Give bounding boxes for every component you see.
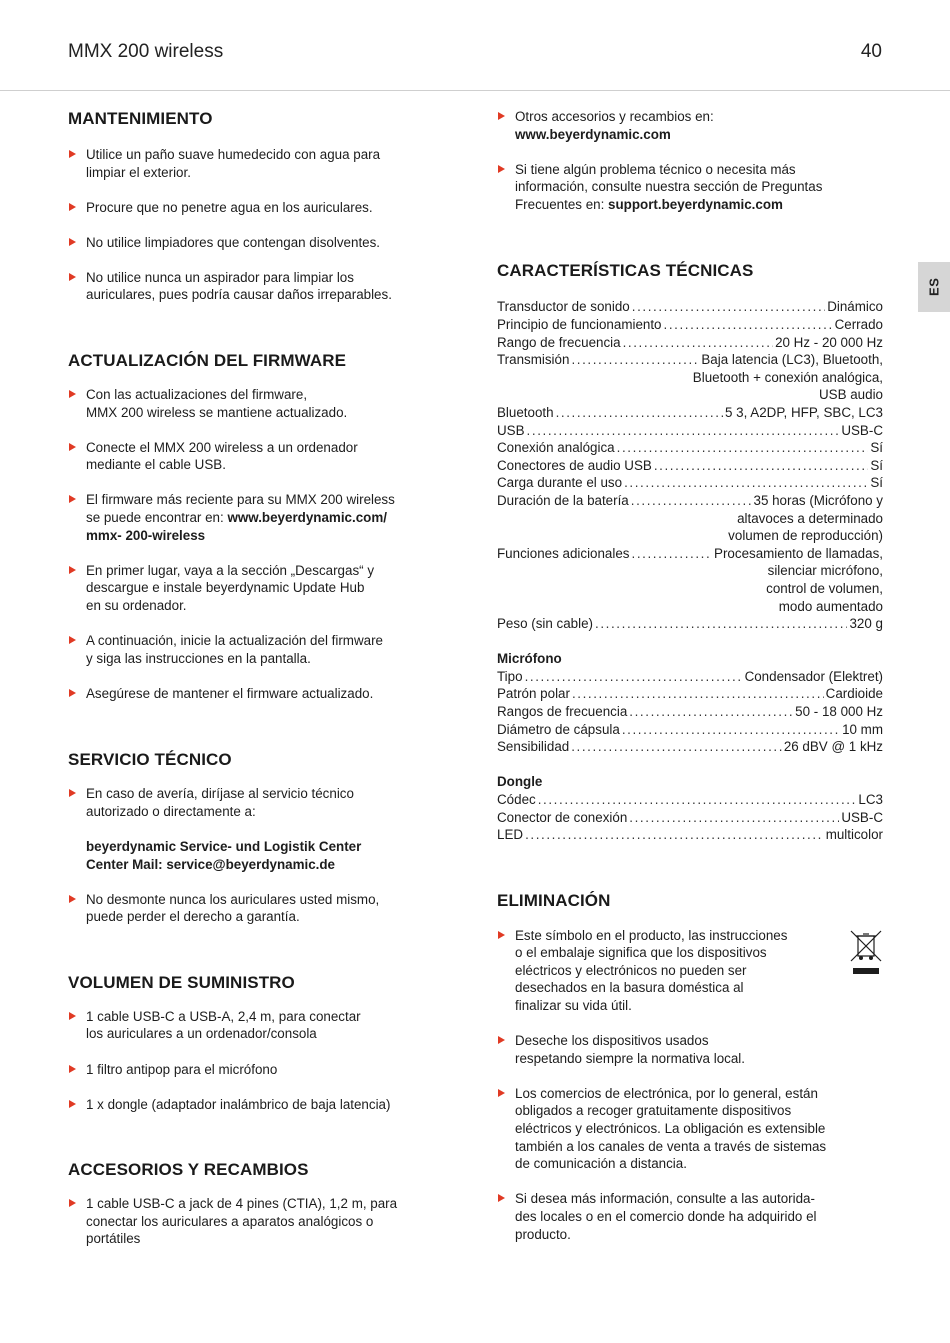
spec-row — [497, 721, 883, 739]
bullet-triangle-icon — [498, 1194, 505, 1202]
bullet-triangle-icon — [69, 238, 76, 246]
spec-table — [497, 298, 883, 632]
bullet-triangle-icon — [498, 931, 505, 939]
spec-dot-leader — [664, 316, 833, 334]
spec-value: Sí — [870, 475, 883, 491]
bullet-triangle-icon — [69, 495, 76, 503]
spec-dot-leader — [654, 457, 869, 475]
spec-value: Cardioide — [825, 686, 883, 702]
spec-value: 320 g — [849, 616, 883, 632]
spec-dot-leader — [632, 545, 713, 563]
bullet-triangle-icon — [69, 203, 76, 211]
spec-value: USB-C — [841, 809, 883, 825]
spec-value: Dinámico — [827, 299, 883, 315]
spec-row — [497, 668, 883, 686]
spec-dot-leader — [525, 826, 824, 844]
list-eliminacion — [497, 927, 883, 1243]
spec-row — [497, 809, 883, 827]
spec-row — [497, 316, 883, 334]
spec-value: LC3 — [858, 791, 883, 807]
section-title-volumen: VOLUMEN DE SUMINISTRO — [68, 972, 295, 992]
spec-value-continued: silenciar micrófono, — [767, 563, 883, 579]
bullet-triangle-icon — [69, 689, 76, 697]
bullet-triangle-icon — [69, 390, 76, 398]
spec-row — [497, 334, 883, 352]
list-item: 1 cable USB-C a USB-A, 2,4 m, para conectar los auriculares a un ordenador/consola — [68, 1008, 448, 1043]
list-item: Asegúrese de mantener el firmware actualizado. — [68, 685, 448, 703]
spec-row — [497, 439, 883, 457]
document-title: MMX 200 wireless — [68, 41, 224, 62]
right-column — [497, 108, 883, 1243]
spec-label: Duración de la batería — [497, 493, 629, 508]
spec-label: Rangos de frecuencia — [497, 704, 628, 720]
spec-row — [497, 404, 883, 422]
spec-value: 20 Hz - 20 000 Hz — [775, 334, 883, 350]
spec-dot-leader — [617, 439, 869, 457]
spec-row — [497, 615, 883, 633]
list-item: Conecte el MMX 200 wireless a un ordenador mediante el cable USB. — [68, 439, 448, 474]
bullet-triangle-icon — [69, 443, 76, 451]
list-item: Este símbolo en el producto, las instrucciones o el embalaje significa que los dispositivos eléctricos y electrónicos no pueden ser desechados en la basura doméstica al finalizar su vida útil. — [497, 927, 883, 1015]
firmware-link[interactable]: www.beyerdynamic.com/ — [227, 510, 387, 526]
list-item: Si tiene algún problema técnico o necesita más información, consulte nuestra sección de Preguntas Frecuentes en: support.beyerdynamic.com — [497, 161, 877, 214]
service-contact: beyerdynamic Service- und Logistik Center Center Mail: service@beyerdynamic.de — [68, 838, 448, 873]
spec-value-continued: USB audio — [818, 387, 883, 403]
bullet-triangle-icon — [69, 1012, 76, 1020]
spec-dot-leader — [571, 351, 699, 369]
spec-label: Patrón polar — [497, 686, 570, 702]
spec-row — [497, 422, 883, 440]
spec-label: Conectores de audio USB — [497, 457, 652, 473]
bullet-triangle-icon — [69, 566, 76, 574]
list-item: Deseche los dispositivos usados respetando siempre la normativa local. — [497, 1032, 883, 1067]
spec-label: Peso (sin cable) — [497, 616, 594, 632]
spec-value: 35 horas (Micrófono y — [753, 493, 883, 508]
section-title-servicio: SERVICIO TÉCNICO — [68, 750, 232, 770]
list-item: Los comercios de electrónica, por lo general, están obligados a recoger gratuitamente dispositivos eléctricos y electrónicos. La obligación es extensible también a los canales de venta a través de sistemas de comunicación a distancia. — [497, 1085, 883, 1173]
bullet-triangle-icon — [498, 1036, 505, 1044]
spec-label: Rango de frecuencia — [497, 334, 621, 350]
spec-label: Sensibilidad — [497, 739, 570, 755]
list-accesorios — [68, 1195, 448, 1248]
section-title-firmware: ACTUALIZACIÓN DEL FIRMWARE — [68, 351, 347, 371]
section-title-accesorios: ACCESORIOS Y RECAMBIOS — [68, 1160, 309, 1180]
spec-label: Bluetooth — [497, 405, 554, 421]
bullet-triangle-icon — [69, 636, 76, 644]
spec-dot-leader — [629, 703, 793, 721]
spec-label: LED — [497, 827, 524, 843]
list-item: A continuación, inicie la actualización del firmware y siga las instrucciones en la pantalla. — [68, 632, 448, 667]
support-link[interactable]: support.beyerdynamic.com — [608, 196, 783, 212]
language-tab-label: ES — [926, 277, 942, 297]
bullet-triangle-icon — [69, 1199, 76, 1207]
spec-value-continued: modo aumentado — [778, 598, 883, 614]
spec-row — [497, 738, 883, 756]
spec-label: Transmisión — [497, 352, 570, 368]
spec-dot-leader — [595, 615, 847, 633]
section-title-specs: CARACTERÍSTICAS TÉCNICAS — [497, 261, 754, 281]
spec-dot-leader — [572, 685, 824, 703]
page-number: 40 — [860, 41, 882, 62]
list-item: Otros accesorios y recambios en: www.beyerdynamic.com — [497, 108, 877, 143]
list-item: No utilice nunca un aspirador para limpiar los auriculares, pues podría causar daños irreparables. — [68, 269, 448, 304]
list-servicio — [68, 785, 448, 820]
spec-label: Diámetro de cápsula — [497, 721, 620, 737]
spec-label: Tipo — [497, 668, 523, 684]
spec-label: USB — [497, 422, 525, 438]
bullet-triangle-icon — [69, 273, 76, 281]
spec-row — [497, 492, 883, 510]
spec-row — [497, 474, 883, 492]
spec-label: Conector de conexión — [497, 809, 628, 825]
spec-value: USB-C — [841, 422, 883, 438]
spec-label: Códec — [497, 791, 536, 807]
list-item: En primer lugar, vaya a la sección „Descargas“ y descargue e instale beyerdynamic Update Hub en su ordenador. — [68, 562, 448, 615]
bullet-triangle-icon — [69, 1100, 76, 1108]
list-item: Con las actualizaciones del firmware, MMX 200 wireless se mantiene actualizado. — [68, 386, 448, 421]
spec-value: Condensador (Elektret) — [744, 668, 883, 684]
spec-row — [497, 351, 883, 369]
list-item: Si desea más información, consulte a las autorida- des locales o en el comercio donde ha adquirido el producto. — [497, 1190, 883, 1243]
spec-row — [497, 457, 883, 475]
list-item: En caso de avería, diríjase al servicio técnico autorizado o directamente a: — [68, 785, 448, 820]
spec-value-continued: control de volumen, — [766, 580, 883, 596]
spec-table-microfono — [497, 668, 883, 756]
spec-value-continued: volumen de reproducción) — [728, 528, 883, 544]
spec-value: Sí — [870, 440, 883, 456]
spec-dot-leader — [631, 492, 752, 510]
firmware-link-continued[interactable]: mmx- 200-wireless — [86, 527, 206, 543]
spec-row — [497, 826, 883, 844]
spec-table-dongle — [497, 791, 883, 844]
website-link[interactable]: www.beyerdynamic.com — [515, 126, 671, 142]
list-volumen — [68, 1008, 448, 1113]
spec-label: Carga durante el uso — [497, 475, 623, 491]
section-title-eliminacion: ELIMINACIÓN — [497, 890, 611, 910]
bullet-triangle-icon — [69, 789, 76, 797]
list-accesorios-cont — [497, 108, 877, 213]
list-item: 1 filtro antipop para el micrófono — [68, 1061, 448, 1079]
spec-row — [497, 791, 883, 809]
section-title-mantenimiento: MANTENIMIENTO — [68, 109, 213, 128]
eliminacion-block — [497, 927, 883, 1243]
spec-dot-leader — [623, 334, 773, 352]
spec-dot-leader — [622, 721, 840, 739]
spec-label: Conexión analógica — [497, 440, 615, 456]
spec-dot-leader — [632, 298, 825, 316]
spec-value: 26 dBV @ 1 kHz — [783, 739, 883, 755]
spec-value-continued: altavoces a determinado — [737, 510, 883, 526]
spec-dot-leader — [538, 791, 857, 809]
spec-value: 5 3, A2DP, HFP, SBC, LC3 — [724, 405, 883, 421]
list-item: Utilice un paño suave humedecido con agua para limpiar el exterior. — [68, 146, 448, 181]
list-item: No utilice limpiadores que contengan disolventes. — [68, 234, 448, 252]
spec-dot-leader — [527, 422, 840, 440]
spec-label: Funciones adicionales — [497, 545, 630, 561]
bullet-triangle-icon — [69, 1065, 76, 1073]
spec-subhead-dongle: Dongle — [497, 774, 543, 790]
list-item: Procure que no penetre agua en los auriculares. — [68, 199, 448, 217]
spec-label: Transductor de sonido — [497, 299, 630, 315]
spec-row — [497, 685, 883, 703]
spec-value: Sí — [870, 457, 883, 473]
header-divider — [0, 90, 950, 91]
spec-dot-leader — [571, 738, 782, 756]
language-tab — [918, 262, 950, 312]
spec-value: 50 - 18 000 Hz — [795, 704, 883, 720]
spec-value: multicolor — [825, 827, 883, 843]
list-mantenimiento — [68, 146, 448, 304]
list-item: 1 cable USB-C a jack de 4 pines (CTIA), 1,2 m, para conectar los auriculares a aparatos analógicos o portátiles — [68, 1195, 448, 1248]
spec-row — [497, 545, 883, 563]
spec-subhead-microfono: Micrófono — [497, 651, 562, 667]
bullet-triangle-icon — [69, 895, 76, 903]
bullet-triangle-icon — [498, 112, 505, 120]
list-firmware — [68, 386, 448, 702]
spec-dot-leader — [525, 668, 743, 686]
list-item: 1 x dongle (adaptador inalámbrico de baja latencia) — [68, 1096, 448, 1114]
spec-row — [497, 298, 883, 316]
spec-row — [497, 703, 883, 721]
spec-value: Baja latencia (LC3), Bluetooth, — [701, 352, 883, 368]
spec-value: Procesamiento de llamadas, — [714, 545, 883, 561]
list-item: No desmonte nunca los auriculares usted mismo, puede perder el derecho a garantía. — [68, 891, 448, 926]
list-item: El firmware más reciente para su MMX 200 wireless se puede encontrar en: www.beyerdynamic.com/ mmx- 200-wireless — [68, 491, 448, 544]
list-servicio-2 — [68, 891, 448, 926]
bullet-triangle-icon — [498, 1089, 505, 1097]
spec-value-continued: Bluetooth + conexión analógica, — [692, 369, 883, 385]
spec-dot-leader — [624, 474, 868, 492]
spec-dot-leader — [629, 809, 839, 827]
spec-value: Cerrado — [834, 317, 883, 333]
bullet-triangle-icon — [498, 165, 505, 173]
bullet-triangle-icon — [69, 150, 76, 158]
service-email[interactable]: Center Mail: service@beyerdynamic.de — [86, 856, 335, 872]
left-column — [68, 108, 448, 1248]
spec-label: Principio de funcionamiento — [497, 317, 662, 333]
spec-dot-leader — [556, 404, 723, 422]
spec-value: 10 mm — [842, 721, 883, 737]
